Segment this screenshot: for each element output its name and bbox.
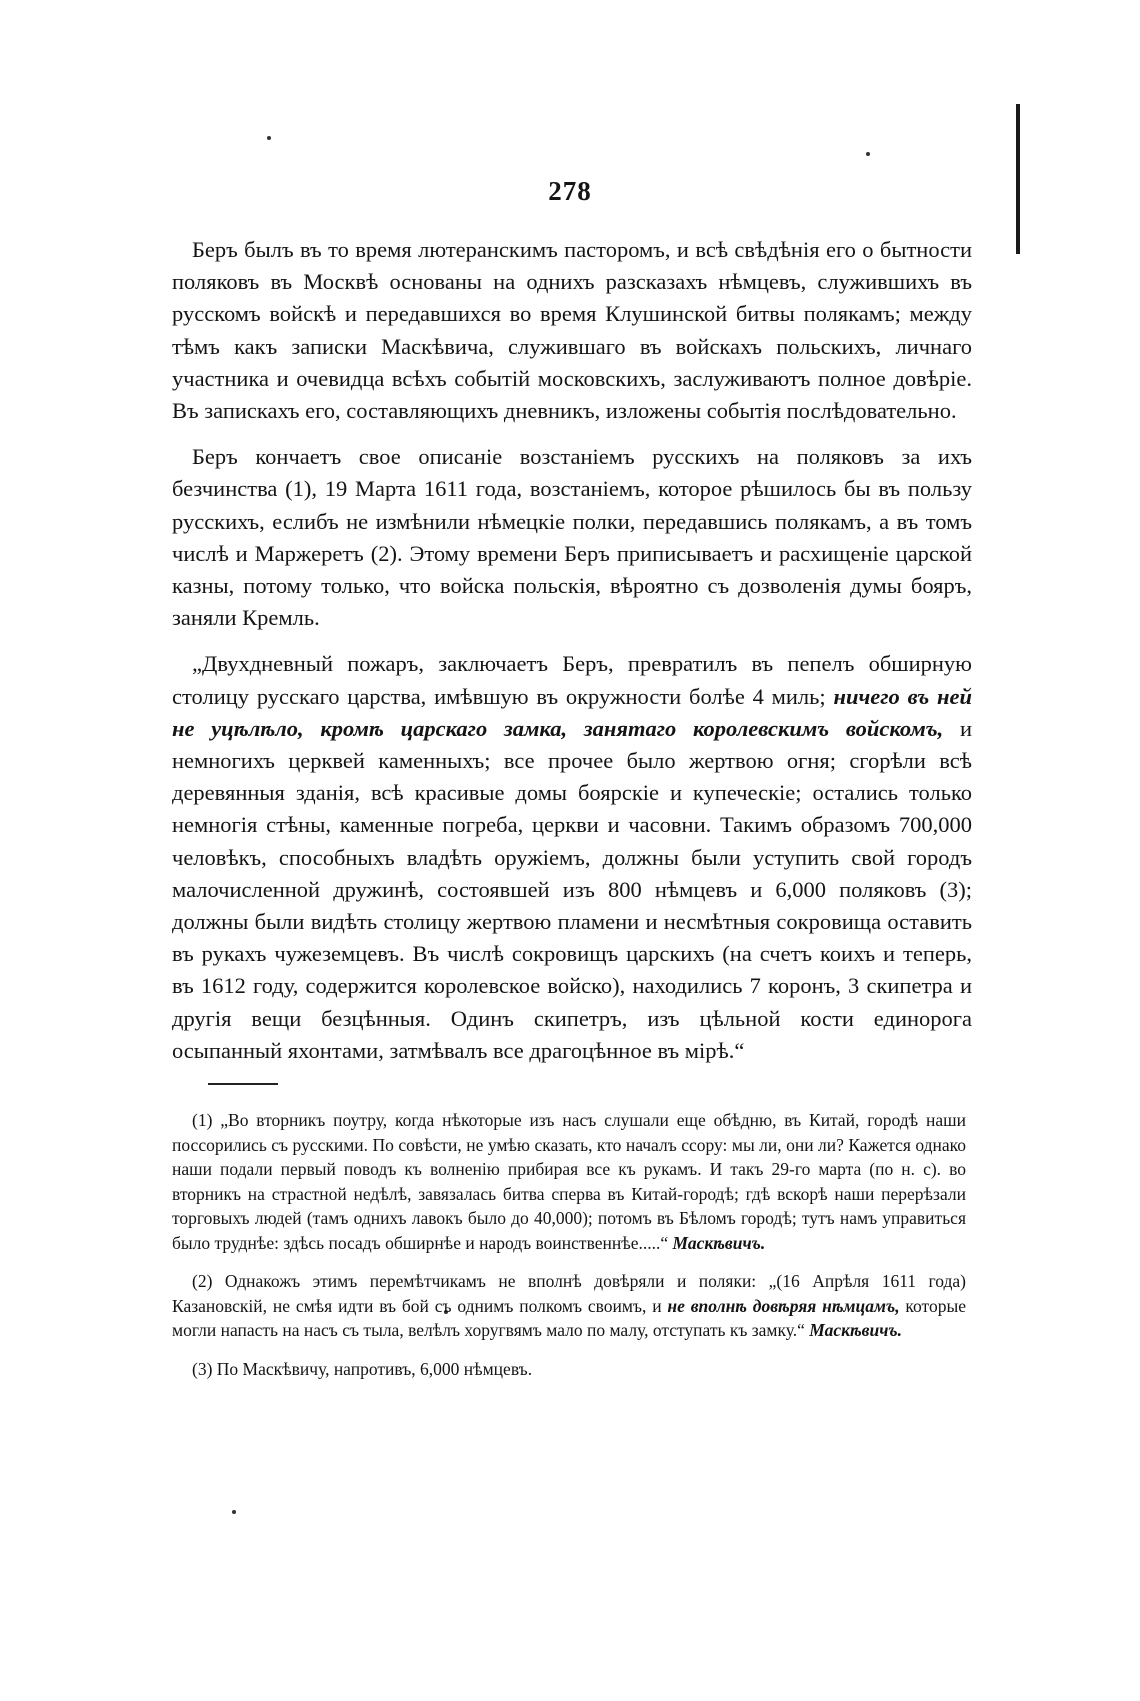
paragraph-1: Беръ былъ въ то время лютеранскимъ пасторомъ, и всѣ свѣдѣнія его о бытности поляковъ въ Москвѣ основаны на однихъ разсказахъ нѣмцевъ, служившихъ въ русскомъ войскѣ и передавшихся во время Клушинской битвы полякамъ; между тѣмъ какъ записки Маскѣвича, служившаго въ войскахъ польскихъ, личнаго участника и очевидца всѣхъ событій московскихъ, заслуживаютъ полное довѣріе. Въ запискахъ его, составляющихъ дневникъ, изложены событія послѣдовательно. [172,237,972,424]
speck [232,1510,236,1514]
paragraph-3 [172,648,972,1067]
speck [267,136,271,140]
footnote-1 [172,1108,966,1255]
footnote-2-text-end: которые могли напасть на насъ съ тыла, велѣлъ хоругвямъ мало по малу, отступать къ замку.“ [172,1295,966,1340]
footnote-divider [208,1083,278,1085]
footnote-1-text: (1) „Во вторникъ поутру, когда нѣкоторые изъ насъ слушали еще обѣдню, въ Китай, городѣ наши поссорились съ русскими. По совѣсти, не умѣю сказать, кто началъ ссору: мы ли, они ли? Кажется однако наши подали первый поводъ къ волненію прибирая все къ рукамъ. И такъ 29-го марта (по н. с). во вторникъ на страстной недѣлѣ, завязалась битва сперва въ Китай-городѣ; гдѣ вскорѣ наши перерѣзали торговыхъ людей (тамъ однихъ лавокъ было до 40,000); потомъ въ Бѣломъ городѣ; тутъ намъ управиться было труднѣе: здѣсь посадъ обширнѣе и народъ воинственнѣе.....“ [172,1110,966,1253]
footnote-3: (3) По Маскѣвичу, напротивъ, 6,000 нѣмцевъ. [192,1358,533,1379]
paragraph-2: Беръ кончаетъ свое описаніе возстаніемъ русскихъ на поляковъ за ихъ безчинства (1), 19 Марта 1611 года, возстаніемъ, которое рѣшилось бы въ пользу русскихъ, еслибъ не измѣнили нѣмецкіе полки, передавшись полякамъ, а въ томъ числѣ и Маржеретъ (2). Этому времени Беръ приписываетъ и расхищеніе царской казны, потому только, что войска польскія, вѣроятно съ дозволенія думы бояръ, заняли Кремль. [172,444,972,631]
footnote-2-text-start: (2) Однакожъ этимъ перемѣтчикамъ не вполнѣ довѣряли и поляки: „(16 Апрѣля 1611 года) Казановскій, не смѣя идти въ бой съ однимъ полкомъ своимъ, и [172,1271,966,1316]
quote-emphasis: ничего въ ней не уцѣлѣло, кромѣ царскаго замка, занятаго королевскимъ войскомъ, [172,683,972,741]
footnotes [172,1108,966,1395]
page-number: 278 [548,176,592,206]
footnote-2-emphasis: не вполнѣ довѣряя нѣмцамъ, [667,1295,900,1316]
footnote-1-signature: Маскѣвичъ. [672,1232,766,1253]
footnote-2 [172,1269,966,1343]
main-text [172,234,972,1081]
quote-text-start: „Двухдневный пожаръ, заключаетъ Беръ, превратилъ въ пепелъ обширную столицу русскаго царства, имѣвшую въ окружности болѣе 4 миль; [172,651,972,709]
quote-text-end: и немногихъ церквей каменныхъ; все прочее было жертвою огня; сгорѣли всѣ деревянныя зданія, всѣ красивые домы боярскіе и купеческіе; остались только немногія стѣны, каменные погреба, церкви и часовни. Такимъ образомъ 700,000 человѣкъ, способныхъ владѣть оружіемъ, должны были уступить свой городъ малочисленной дружинѣ, состоявшей изъ 800 нѣмцевъ и 6,000 поляковъ (3); должны были видѣть столицу жертвою пламени и несмѣтныя сокровища оставить въ рукахъ чужеземцевъ. Въ числѣ сокровищъ царскихъ (на счетъ коихъ и теперь, въ 1612 году, содержится королевское войско), находились 7 коронъ, 3 скипетра и другія вещи безцѣнныя. Одинъ скипетръ, изъ цѣльной кости единорога осыпанный яхонтами, затмѣвалъ все драгоцѣнное въ мірѣ.“ [172,715,972,1063]
speck [866,152,870,156]
footnote-2-signature: Маскѣвичъ. [809,1320,902,1340]
